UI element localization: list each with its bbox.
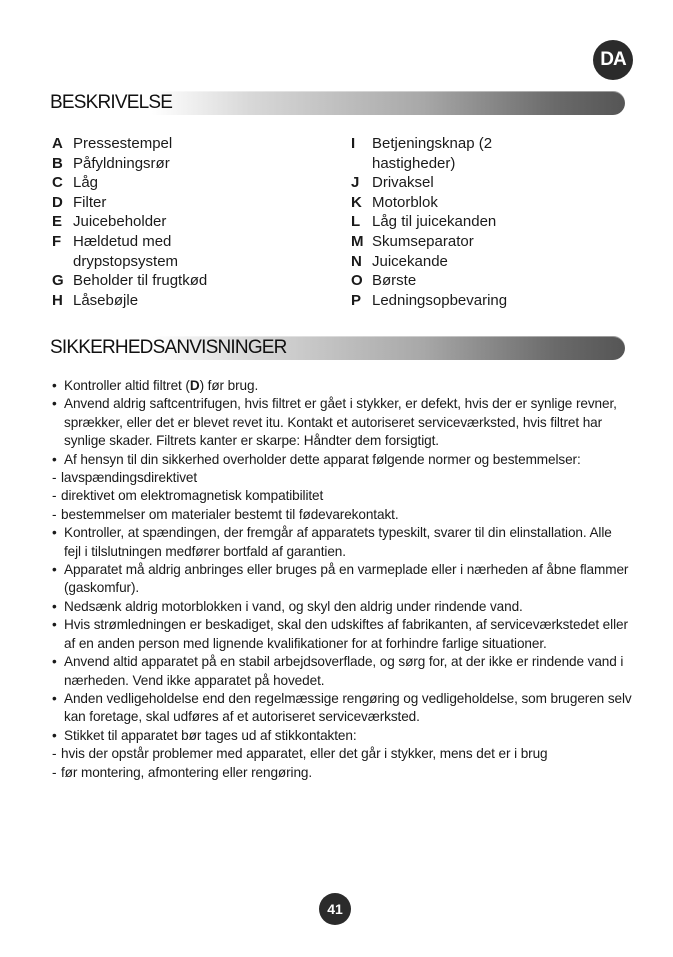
safety-text: Stikket til apparatet bør tages ud af stikkontakten: — [64, 727, 357, 743]
part-item — [351, 134, 501, 173]
bullet-mark: • — [52, 690, 57, 706]
part-description: Beholder til frugtkød — [73, 272, 208, 290]
part-letter: P — [351, 291, 362, 309]
safety-sublist — [52, 469, 632, 524]
safety-sublist-wrap — [52, 469, 632, 524]
bullet-mark: • — [52, 654, 57, 670]
safety-item — [52, 395, 632, 450]
part-item — [52, 154, 342, 174]
section-title-description: BESKRIVELSE — [50, 92, 173, 113]
part-description: Skumseparator — [372, 232, 474, 250]
safety-sublist — [52, 745, 632, 782]
part-item — [351, 271, 641, 291]
part-item — [52, 173, 342, 193]
dash-mark: - — [52, 746, 57, 762]
safety-instructions-list — [52, 377, 632, 782]
part-letter: A — [52, 135, 63, 152]
section-header-description — [48, 91, 625, 115]
section-header-safety — [48, 336, 625, 360]
part-description: Pressestempel — [73, 135, 173, 152]
safety-subtext: lavspændingsdirektivet — [61, 470, 198, 486]
safety-text: Anvend aldrig saftcentrifugen, hvis filtret er gået i stykker, er defekt, hvis der er synlige revner, sprækker, eller det er blevet revet itu. Kontakt et autoriseret serviceværksted, hvis filtret har synlige skader. Filtrets kanter er skarpe: Håndter dem forsigtigt. — [64, 396, 617, 449]
part-item — [351, 212, 641, 232]
bullet-mark: • — [52, 396, 57, 412]
section-title-safety: SIKKERHEDSANVISNINGER — [50, 337, 287, 358]
part-description: Filter — [73, 193, 107, 211]
safety-subitem — [52, 764, 632, 782]
parts-list-left — [52, 134, 342, 310]
safety-text: Af hensyn til din sikkerhed overholder dette apparat følgende normer og bestemmelser: — [64, 451, 581, 467]
safety-subtext: før montering, afmontering eller rengøring. — [61, 764, 313, 780]
safety-text-bold: D — [189, 378, 200, 393]
part-description: Hældetud med drypstopsystem — [73, 232, 179, 270]
part-letter: E — [52, 213, 63, 231]
part-letter: H — [52, 291, 63, 309]
part-item — [52, 212, 342, 232]
part-description: Juicekande — [372, 252, 448, 270]
dash-mark: - — [52, 506, 57, 522]
part-letter: I — [351, 135, 356, 152]
page-number-badge: 41 — [319, 893, 351, 925]
bullet-mark: • — [52, 378, 57, 393]
safety-text: Anvend altid apparatet på en stabil arbejdsoverflade, og sørg for, at der ikke er rindende vand i nærheden. Vend ikke apparatet på hovedet. — [64, 654, 624, 688]
bullet-mark: • — [52, 525, 57, 541]
part-letter: C — [52, 174, 63, 192]
part-item — [52, 232, 227, 271]
part-item — [351, 193, 641, 213]
safety-item — [52, 653, 632, 690]
safety-subitem — [52, 745, 632, 763]
part-letter: K — [351, 193, 362, 211]
part-letter: F — [52, 232, 62, 250]
bullet-mark: • — [52, 562, 57, 578]
part-item — [351, 252, 641, 272]
safety-sublist-wrap — [52, 745, 632, 782]
part-description: Låg — [73, 174, 99, 192]
safety-item — [52, 727, 632, 745]
part-description: Ledningsopbevaring — [372, 291, 508, 309]
safety-item — [52, 377, 632, 395]
part-item — [351, 291, 641, 311]
part-description: Drivaksel — [372, 174, 434, 192]
safety-item — [52, 598, 632, 616]
part-description: Låsebøjle — [73, 291, 139, 309]
part-letter: O — [351, 272, 363, 290]
safety-text: Apparatet må aldrig anbringes eller bruges på en varmeplade eller i nærheden af åbne flammer (gaskomfur). — [64, 562, 629, 596]
part-item — [351, 232, 641, 252]
part-description: Juicebeholder — [73, 213, 167, 231]
language-badge: DA — [593, 40, 633, 80]
safety-subitem — [52, 487, 632, 505]
part-item — [52, 271, 342, 291]
part-letter: J — [351, 174, 360, 192]
safety-text: Nedsænk aldrig motorblokken i vand, og skyl den aldrig under rindende vand. — [64, 598, 523, 614]
safety-item — [52, 690, 632, 727]
dash-mark: - — [52, 488, 57, 504]
dash-mark: - — [52, 470, 57, 486]
part-item — [52, 291, 342, 311]
part-item — [351, 173, 641, 193]
part-letter: D — [52, 193, 63, 211]
parts-list-right — [351, 134, 641, 310]
part-item — [52, 134, 342, 154]
part-letter: N — [351, 252, 362, 270]
part-description: Låg til juicekanden — [372, 213, 497, 231]
part-letter: G — [52, 272, 64, 290]
bullet-mark: • — [52, 598, 57, 614]
safety-item — [52, 451, 632, 469]
safety-text: ) før brug. — [199, 378, 259, 393]
bullet-mark: • — [52, 451, 57, 467]
safety-subtext: bestemmelser om materialer bestemt til fødevarekontakt. — [61, 506, 399, 522]
part-item — [52, 193, 342, 213]
safety-item — [52, 616, 632, 653]
safety-subitem — [52, 506, 632, 524]
part-letter: L — [351, 213, 361, 231]
dash-mark: - — [52, 764, 57, 780]
bullet-mark: • — [52, 727, 57, 743]
part-description: Motorblok — [372, 193, 438, 211]
safety-text: Anden vedligeholdelse end den regelmæssige rengøring og vedligeholdelse, som brugeren selv kan foretage, skal udføres af et autoriseret serviceværksted. — [64, 690, 632, 725]
safety-subtext: hvis der opstår problemer med apparatet, eller det går i stykker, mens det er i brug — [61, 746, 548, 762]
safety-subtext: direktivet om elektromagnetisk kompatibilitet — [61, 488, 324, 504]
part-description: Påfyldningsrør — [73, 154, 170, 172]
safety-item — [52, 524, 632, 561]
safety-text: Hvis strømledningen er beskadiget, skal den udskiftes af fabrikanten, af serviceværkstedet eller af en anden person med lignende kvalifikationer for at forhindre farlige situationer. — [64, 617, 628, 651]
part-description: Børste — [372, 272, 417, 290]
safety-item — [52, 561, 632, 598]
safety-text: Kontroller altid filtret ( — [64, 378, 190, 393]
part-description: Betjeningsknap (2 hastigheder) — [372, 135, 493, 172]
safety-subitem — [52, 469, 632, 487]
part-letter: M — [351, 232, 364, 250]
part-letter: B — [52, 154, 63, 172]
safety-text: Kontroller, at spændingen, der fremgår af apparatets typeskilt, svarer til din elinstallation. Alle fejl i tilslutningen medfører bortfald af garantien. — [64, 525, 612, 559]
bullet-mark: • — [52, 617, 57, 633]
